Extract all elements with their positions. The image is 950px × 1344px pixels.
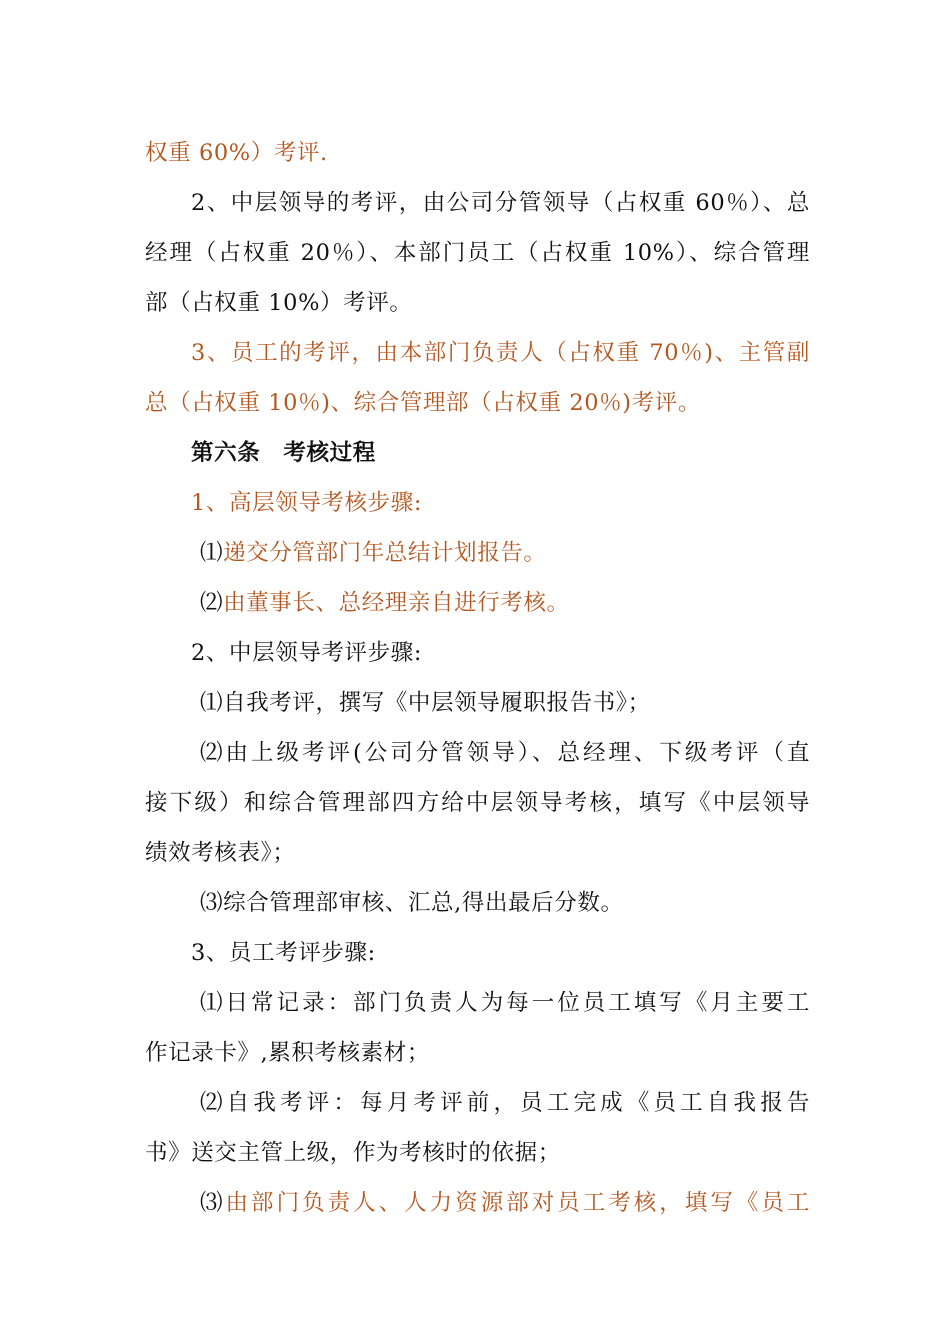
text-line-employee-steps: 3、员工考评步骤: <box>191 940 376 966</box>
list-number: ⑶ <box>200 1190 226 1216</box>
text-line-middle-leader-eval-2: 经理（占权重 20％）、本部门员工（占权重 10%）、综合管理 <box>145 240 810 266</box>
text-line-middle-steps: 2、中层领导考评步骤: <box>191 640 422 666</box>
list-item-employee-step-3 <box>200 1188 810 1218</box>
list-item-employee-step-1-line-2: 作记录卡》,累积考核素材； <box>145 1040 430 1066</box>
list-number: ⑵ <box>200 590 224 616</box>
list-item-text: 递交分管部门年总结计划报告。 <box>223 540 547 566</box>
list-item-employee-step-2-line-2: 书》送交主管上级，作为考核时的依据； <box>145 1140 561 1166</box>
text-line-weight-60-eval: 权重 60%）考评. <box>145 140 328 166</box>
text-line-middle-leader-eval-3: 部（占权重 10%）考评。 <box>145 290 413 316</box>
list-item-middle-step-3: ⑶综合管理部审核、汇总,得出最后分数。 <box>200 890 624 916</box>
list-number: ⑴ <box>200 540 224 566</box>
section-heading-article-6: 第六条 考核过程 <box>191 440 376 466</box>
list-item-senior-step-2 <box>200 588 865 618</box>
text-line-employee-eval-1: 3、员工的考评，由本部门负责人（占权重 70％)、主管副 <box>191 340 810 366</box>
list-item-text: 由董事长、总经理亲自进行考核。 <box>223 590 570 616</box>
list-item-senior-step-1 <box>200 538 865 568</box>
list-item-employee-step-1-line-1: ⑴日常记录：部门负责人为每一位员工填写《月主要工 <box>200 990 810 1016</box>
list-item-text: 由部门负责人、人力资源部对员工考核，填写《员工 <box>225 1190 810 1216</box>
list-item-middle-step-2-line-2: 接下级）和综合管理部四方给中层领导考核，填写《中层领导 <box>145 790 810 816</box>
text-line-middle-leader-eval-1: 2、中层领导的考评，由公司分管领导（占权重 60％）、总 <box>191 190 810 216</box>
list-item-middle-step-2-line-1: ⑵由上级考评(公司分管领导）、总经理、下级考评（直 <box>200 740 810 766</box>
text-line-senior-steps: 1、高层领导考核步骤: <box>191 490 422 516</box>
list-item-employee-step-2-line-1: ⑵自我考评：每月考评前，员工完成《员工自我报告 <box>200 1090 810 1116</box>
text-line-employee-eval-2: 总（占权重 10％)、综合管理部（占权重 20％)考评。 <box>145 390 701 416</box>
list-item-middle-step-2-line-3: 绩效考核表》； <box>145 840 296 866</box>
list-item-middle-step-1: ⑴自我考评，撰写《中层领导履职报告书》； <box>200 690 651 716</box>
